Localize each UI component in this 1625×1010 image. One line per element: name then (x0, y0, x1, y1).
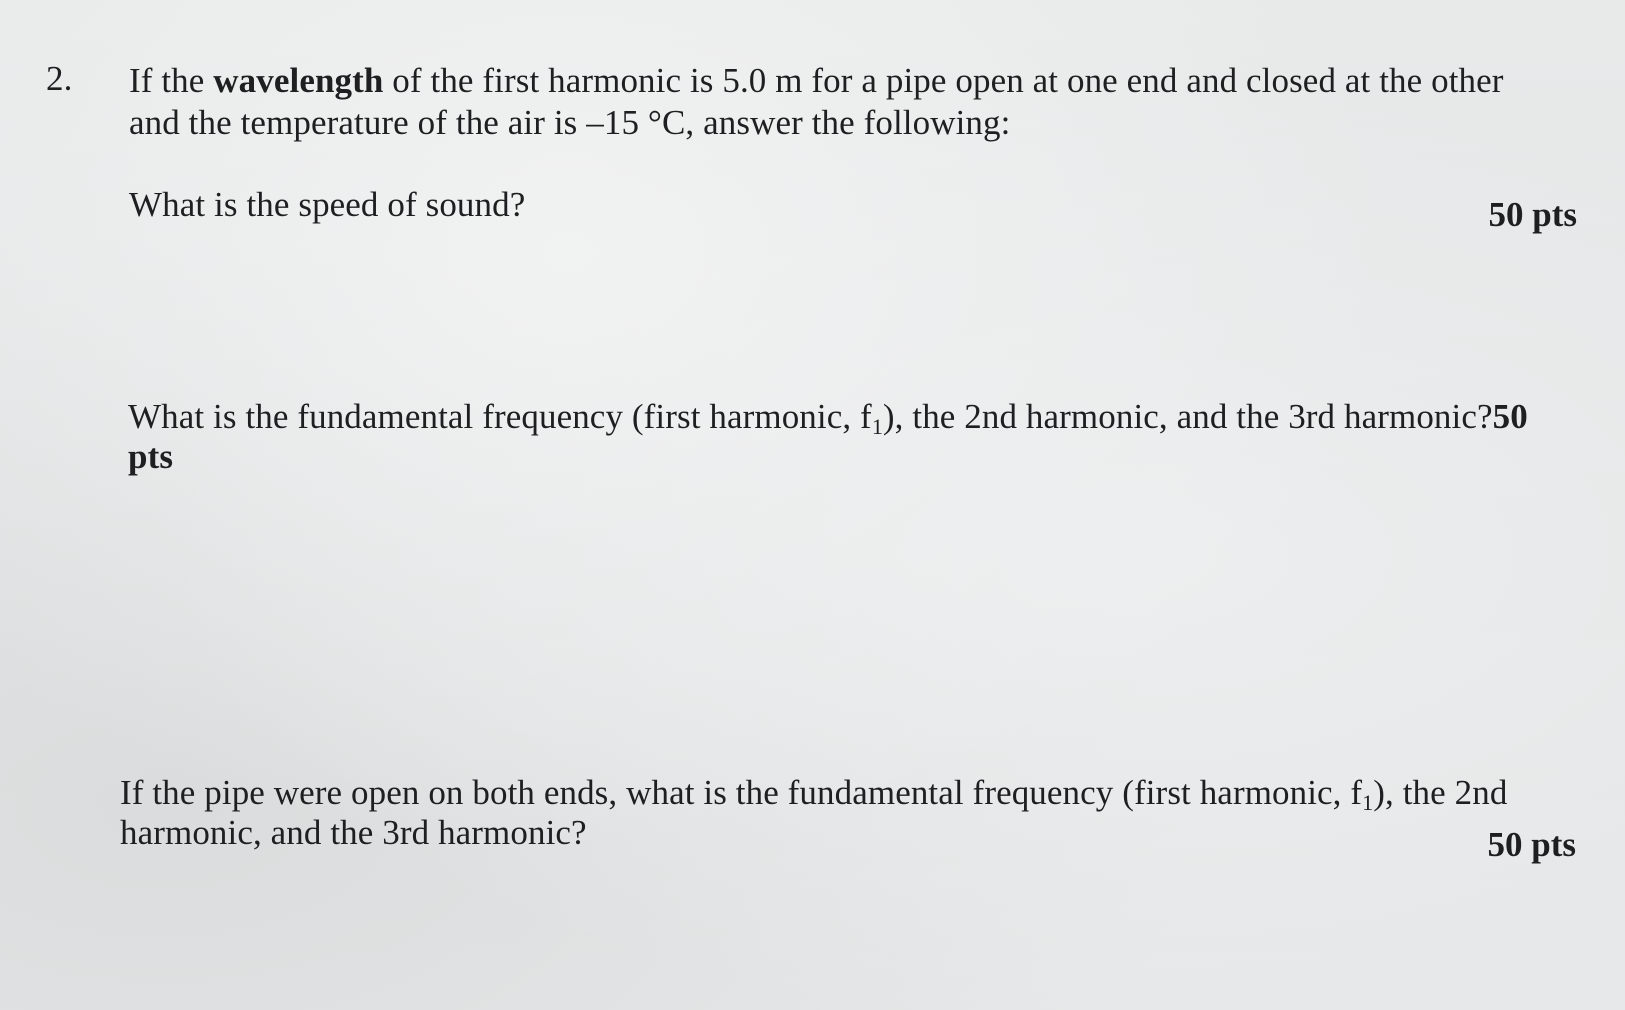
part-c-subscript: 1 (1362, 790, 1374, 815)
question-number: 2. (46, 59, 73, 98)
part-b-question (128, 398, 1528, 446)
part-a-points: 50 pts (1488, 195, 1577, 234)
part-b-points-wrap: pts (128, 437, 174, 476)
question-intro-line-2: and the temperature of the air is –15 °C, answer the following: (129, 103, 1011, 142)
part-a-question: What is the speed of sound? (129, 185, 526, 224)
part-b-text-end: ), the 2nd harmonic, and the 3rd harmonic? (882, 397, 1493, 436)
part-b-points-inline: 50 (1492, 397, 1528, 436)
part-c-question-line-2: harmonic, and the 3rd harmonic? (120, 813, 587, 852)
intro-text-end: of the first harmonic is 5.0 m for a pipe open at one end and closed at the other (383, 61, 1504, 100)
part-c-text-end: ), the 2nd (1373, 773, 1508, 812)
question-intro-line-1 (129, 62, 1504, 100)
part-c-points: 50 pts (1487, 825, 1576, 864)
part-c-text-start: If the pipe were open on both ends, what is the fundamental frequency (first harmonic, f (120, 773, 1363, 812)
part-b-subscript: 1 (871, 414, 883, 439)
part-b-text-start: What is the fundamental frequency (first harmonic, f (128, 397, 872, 436)
intro-bold-term: wavelength (213, 61, 384, 100)
intro-text-start: If the (129, 61, 214, 100)
